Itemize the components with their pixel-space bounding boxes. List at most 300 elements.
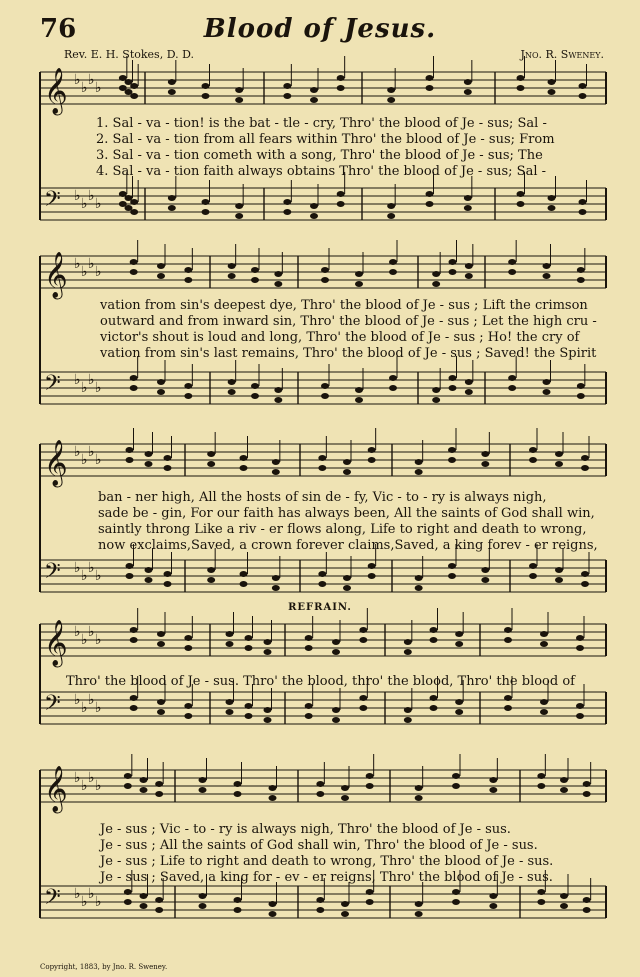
note-head [508, 269, 516, 275]
note-head [140, 903, 148, 909]
note-head [548, 79, 556, 85]
note-head [155, 781, 163, 787]
lyric-line: victor's shout is loud and long, Thro' the blood of Je - sus ; Ho! the cry of [100, 330, 580, 345]
note-head [368, 447, 376, 453]
lyric-line: saintly throng Like a riv - er flows along, Life to right and death to wrong, [98, 522, 587, 537]
note-head [155, 791, 163, 797]
note-head [226, 631, 234, 637]
flat-icon: ♭ [95, 196, 102, 212]
note-head [426, 201, 434, 207]
note-head [199, 893, 207, 899]
note-head [560, 787, 568, 793]
note-head [184, 635, 192, 641]
note-head [449, 385, 457, 391]
note-head [543, 389, 551, 395]
note-head [332, 649, 340, 655]
flat-icon: ♭ [88, 256, 95, 272]
note-head [455, 709, 463, 715]
flat-icon: ♭ [95, 700, 102, 716]
note-head [555, 461, 563, 467]
note-head [164, 571, 172, 577]
note-head [272, 575, 280, 581]
note-head [465, 379, 473, 385]
note-head [321, 277, 329, 283]
note-head [155, 897, 163, 903]
note-head [581, 455, 589, 461]
note-head [540, 709, 548, 715]
note-head [404, 649, 412, 655]
note-head [537, 889, 545, 895]
note-head [184, 703, 192, 709]
note-head [184, 267, 192, 273]
note-head [316, 791, 324, 797]
note-head [368, 563, 376, 569]
note-head [581, 581, 589, 587]
flat-icon: ♭ [88, 770, 95, 786]
note-head [318, 465, 326, 471]
note-head [576, 703, 584, 709]
note-head [359, 637, 367, 643]
note-head [577, 267, 585, 273]
note-head [168, 79, 176, 85]
note-head [234, 791, 242, 797]
note-head [430, 705, 438, 711]
lyric-line: 2. Sal - va - tion from all fears within Thro' the blood of Je - sus; From [96, 132, 555, 147]
note-head [455, 641, 463, 647]
flat-icon: ♭ [88, 372, 95, 388]
note-head [579, 93, 587, 99]
note-head [504, 637, 512, 643]
note-head [310, 203, 318, 209]
note-head [310, 97, 318, 103]
note-head [234, 897, 242, 903]
note-head [537, 783, 545, 789]
note-head [305, 703, 313, 709]
note-head [235, 87, 243, 93]
lyric-line: vation from sin's deepest dye, Thro' the blood of Je - sus ; Lift the crimson [100, 298, 588, 313]
note-head [126, 563, 134, 569]
note-head [207, 461, 215, 467]
note-head [432, 397, 440, 403]
flat-icon: ♭ [74, 444, 81, 460]
note-head [404, 707, 412, 713]
note-head [581, 571, 589, 577]
note-head [251, 393, 259, 399]
note-head [430, 627, 438, 633]
note-head [343, 575, 351, 581]
note-head [130, 93, 138, 99]
note-head [577, 393, 585, 399]
note-head [355, 271, 363, 277]
note-head [464, 205, 472, 211]
bass-clef-icon: 𝄢 [44, 885, 61, 915]
note-head [124, 773, 132, 779]
note-head [272, 459, 280, 465]
note-head [202, 83, 210, 89]
note-head [332, 639, 340, 645]
note-head [130, 209, 138, 215]
note-head [318, 571, 326, 577]
note-head [389, 259, 397, 265]
note-head [207, 451, 215, 457]
note-head [489, 893, 497, 899]
composer-credit: Jno. R. Sweney. [520, 48, 604, 61]
note-head [274, 387, 282, 393]
note-head [184, 383, 192, 389]
note-head [548, 89, 556, 95]
note-head [581, 465, 589, 471]
note-head [555, 577, 563, 583]
flat-icon: ♭ [81, 80, 88, 96]
note-head [145, 577, 153, 583]
note-head [228, 263, 236, 269]
note-head [272, 469, 280, 475]
flat-icon: ♭ [74, 770, 81, 786]
note-head [228, 389, 236, 395]
flat-icon: ♭ [88, 444, 95, 460]
flat-icon: ♭ [74, 886, 81, 902]
note-head [202, 199, 210, 205]
note-head [449, 269, 457, 275]
note-head [240, 581, 248, 587]
note-head [359, 695, 367, 701]
note-head [548, 195, 556, 201]
note-head [543, 379, 551, 385]
note-head [140, 777, 148, 783]
note-head [184, 645, 192, 651]
flat-icon: ♭ [81, 778, 88, 794]
note-head [481, 451, 489, 457]
note-head [272, 585, 280, 591]
note-head [465, 263, 473, 269]
note-head [366, 899, 374, 905]
note-head [245, 635, 253, 641]
note-head [489, 903, 497, 909]
lyric-line: vation from sin's last remains, Thro' the blood of Je - sus ; Saved! the Spirit [100, 346, 597, 361]
note-head [251, 267, 259, 273]
note-head [517, 75, 525, 81]
note-head [529, 447, 537, 453]
treble-clef-icon: 𝄞 [44, 766, 68, 812]
flat-icon: ♭ [95, 894, 102, 910]
note-head [555, 451, 563, 457]
note-head [332, 707, 340, 713]
note-head [207, 577, 215, 583]
note-head [251, 277, 259, 283]
author-credit: Rev. E. H. Stokes, D. D. [64, 48, 195, 61]
flat-icon: ♭ [81, 196, 88, 212]
flat-icon: ♭ [81, 380, 88, 396]
note-head [432, 271, 440, 277]
note-head [269, 785, 277, 791]
note-head [489, 777, 497, 783]
hymn-title: Blood of Jesus. [203, 14, 437, 44]
note-head [583, 791, 591, 797]
treble-clef-icon: 𝄞 [44, 440, 68, 486]
note-head [245, 713, 253, 719]
flat-icon: ♭ [88, 692, 95, 708]
note-head [415, 901, 423, 907]
note-head [449, 259, 457, 265]
note-head [145, 567, 153, 573]
note-head [235, 213, 243, 219]
note-head [305, 645, 313, 651]
lyric-line: Je - sus ; Saved, a king for - ev - er reigns, Thro' the blood of Je - sus. [100, 870, 553, 885]
note-head [157, 699, 165, 705]
note-head [130, 695, 138, 701]
note-head [387, 203, 395, 209]
flat-icon: ♭ [81, 568, 88, 584]
bass-clef-icon: 𝄢 [44, 187, 61, 217]
note-head [517, 191, 525, 197]
note-head [583, 907, 591, 913]
note-head [130, 83, 138, 89]
note-head [555, 567, 563, 573]
note-head [130, 627, 138, 633]
note-head [404, 717, 412, 723]
note-head [283, 209, 291, 215]
note-head [481, 577, 489, 583]
note-head [145, 451, 153, 457]
note-head [316, 907, 324, 913]
note-head [455, 631, 463, 637]
note-head [199, 787, 207, 793]
flat-icon: ♭ [74, 372, 81, 388]
note-head [274, 271, 282, 277]
note-head [387, 213, 395, 219]
note-head [337, 85, 345, 91]
note-head [359, 627, 367, 633]
note-head [341, 795, 349, 801]
note-head [341, 901, 349, 907]
lyric-line: Thro' the blood of Je - sus. Thro' the blood, thro' the blood, Thro' the blood of [66, 674, 575, 689]
flat-icon: ♭ [81, 452, 88, 468]
note-head [389, 385, 397, 391]
note-head [305, 635, 313, 641]
note-head [226, 709, 234, 715]
note-head [140, 787, 148, 793]
note-head [366, 773, 374, 779]
note-head [576, 713, 584, 719]
note-head [168, 195, 176, 201]
note-head [432, 281, 440, 287]
note-head [283, 83, 291, 89]
note-head [415, 785, 423, 791]
lyric-line: ban - ner high, All the hosts of sin de - fy, Vic - to - ry is always nigh, [98, 490, 547, 505]
flat-icon: ♭ [95, 452, 102, 468]
note-head [430, 695, 438, 701]
note-head [207, 567, 215, 573]
note-head [199, 903, 207, 909]
note-head [184, 393, 192, 399]
note-head [481, 461, 489, 467]
note-head [464, 195, 472, 201]
note-head [318, 455, 326, 461]
note-head [228, 379, 236, 385]
note-head [343, 459, 351, 465]
note-head [264, 639, 272, 645]
note-head [310, 213, 318, 219]
note-head [504, 627, 512, 633]
note-head [387, 87, 395, 93]
note-head [130, 705, 138, 711]
note-head [415, 575, 423, 581]
lyric-line: 1. Sal - va - tion! is the bat - tle - cry, Thro' the blood of Je - sus; Sal - [96, 116, 547, 131]
note-head [124, 783, 132, 789]
note-head [251, 383, 259, 389]
flat-icon: ♭ [81, 700, 88, 716]
note-head [426, 75, 434, 81]
note-head [321, 393, 329, 399]
note-head [368, 457, 376, 463]
note-head [579, 83, 587, 89]
note-head [274, 281, 282, 287]
bass-clef-icon: 𝄢 [44, 371, 61, 401]
note-head [540, 699, 548, 705]
flat-icon: ♭ [74, 256, 81, 272]
note-head [157, 263, 165, 269]
copyright-notice: Copyright, 1883, by Jno. R. Sweney. [40, 963, 168, 971]
note-head [464, 79, 472, 85]
note-head [448, 457, 456, 463]
note-head [583, 897, 591, 903]
note-head [448, 573, 456, 579]
lyric-line: Je - sus ; All the saints of God shall win, Thro' the blood of Je - sus. [100, 838, 538, 853]
note-head [283, 199, 291, 205]
note-head [517, 85, 525, 91]
note-head [235, 97, 243, 103]
note-head [245, 645, 253, 651]
note-head [145, 461, 153, 467]
note-head [341, 785, 349, 791]
flat-icon: ♭ [74, 188, 81, 204]
note-head [355, 281, 363, 287]
note-head [240, 571, 248, 577]
note-head [157, 379, 165, 385]
lyric-line: now exclaims,Saved, a crown forever claims,Saved, a king forev - er reigns, [98, 538, 598, 553]
note-head [164, 581, 172, 587]
note-head [124, 889, 132, 895]
flat-icon: ♭ [81, 632, 88, 648]
note-head [404, 639, 412, 645]
note-head [577, 383, 585, 389]
note-head [316, 897, 324, 903]
note-head [489, 787, 497, 793]
refrain-label: REFRAIN. [288, 602, 352, 613]
note-head [130, 259, 138, 265]
note-head [576, 645, 584, 651]
note-head [426, 85, 434, 91]
flat-icon: ♭ [81, 894, 88, 910]
flat-icon: ♭ [95, 778, 102, 794]
note-head [168, 205, 176, 211]
note-head [464, 89, 472, 95]
note-head [341, 911, 349, 917]
note-head [184, 277, 192, 283]
note-head [337, 75, 345, 81]
note-head [508, 259, 516, 265]
flat-icon: ♭ [95, 632, 102, 648]
note-head [543, 263, 551, 269]
note-head [359, 705, 367, 711]
note-head [449, 375, 457, 381]
note-head [269, 901, 277, 907]
bass-clef-icon: 𝄢 [44, 691, 61, 721]
flat-icon: ♭ [74, 692, 81, 708]
note-head [508, 375, 516, 381]
note-head [426, 191, 434, 197]
note-head [234, 781, 242, 787]
bass-clef-icon: 𝄢 [44, 559, 61, 589]
note-head [387, 97, 395, 103]
note-head [157, 631, 165, 637]
note-head [455, 699, 463, 705]
note-head [389, 269, 397, 275]
note-head [560, 893, 568, 899]
note-head [355, 397, 363, 403]
note-head [124, 899, 132, 905]
note-head [228, 273, 236, 279]
note-head [126, 573, 134, 579]
note-head [576, 635, 584, 641]
treble-clef-icon: 𝄞 [44, 68, 68, 114]
note-head [130, 375, 138, 381]
flat-icon: ♭ [95, 568, 102, 584]
note-head [415, 585, 423, 591]
note-head [316, 781, 324, 787]
note-head [202, 209, 210, 215]
note-head [130, 269, 138, 275]
note-head [274, 397, 282, 403]
note-head [157, 709, 165, 715]
note-head [368, 573, 376, 579]
note-head [583, 781, 591, 787]
flat-icon: ♭ [88, 188, 95, 204]
note-head [540, 641, 548, 647]
note-head [529, 457, 537, 463]
note-head [337, 191, 345, 197]
flat-icon: ♭ [74, 624, 81, 640]
note-head [448, 447, 456, 453]
flat-icon: ♭ [88, 624, 95, 640]
note-head [560, 903, 568, 909]
note-head [226, 641, 234, 647]
note-head [184, 713, 192, 719]
note-head [157, 389, 165, 395]
note-head [168, 89, 176, 95]
note-head [264, 707, 272, 713]
flat-icon: ♭ [74, 560, 81, 576]
note-head [264, 717, 272, 723]
note-head [430, 637, 438, 643]
note-head [310, 87, 318, 93]
note-head [269, 911, 277, 917]
note-head [155, 907, 163, 913]
note-head [157, 641, 165, 647]
lyric-line: sade be - gin, For our faith has always been, All the saints of God shall win, [98, 506, 595, 521]
flat-icon: ♭ [95, 80, 102, 96]
lyric-line: Je - sus ; Life to right and death to wrong, Thro' the blood of Je - sus. [100, 854, 554, 869]
lyric-line: 3. Sal - va - tion cometh with a song, Thro' the blood of Je - sus; The [96, 148, 543, 163]
note-head [452, 899, 460, 905]
note-head [199, 777, 207, 783]
flat-icon: ♭ [74, 72, 81, 88]
note-head [529, 563, 537, 569]
note-head [264, 649, 272, 655]
flat-icon: ♭ [88, 886, 95, 902]
note-head [579, 199, 587, 205]
note-head [226, 699, 234, 705]
